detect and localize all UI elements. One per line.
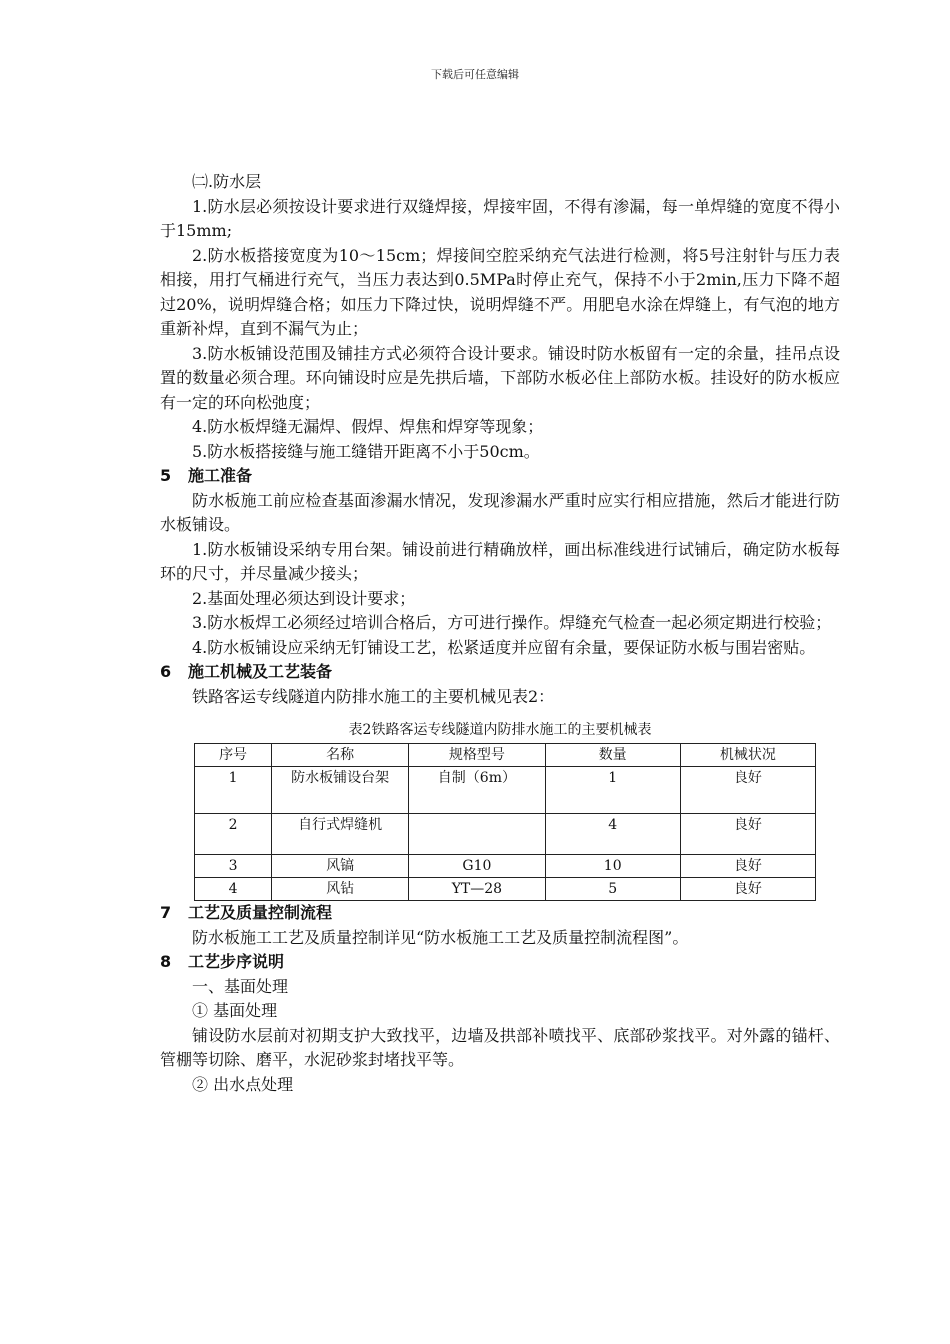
table-cell: 2 xyxy=(195,814,272,855)
section-title: 工艺及质量控制流程 xyxy=(188,903,333,922)
table-cell: 1 xyxy=(195,767,272,814)
paragraph: 防水板施工工艺及质量控制详见“防水板施工工艺及质量控制流程图”。 xyxy=(192,927,689,947)
subheading: 一、基面处理 xyxy=(192,976,289,996)
subheading: ② 出水点处理 xyxy=(192,1074,294,1094)
table-cell: YT—28 xyxy=(409,878,545,901)
section-number: 8 xyxy=(160,952,172,971)
paragraph: 2.防水板搭接宽度为10～15cm；焊接间空腔采纳充气法进行检测，将5号注射针与压力表相接，用打气桶进行充气，当压力表达到0.5MPa时停止充气，保持不小于2min,压力下降不超过20%，说明焊缝合格；如压力下降过快，说明焊缝不严。用肥皂水涂在焊缝上，有气泡的地方重新补焊，直到不漏气为止； xyxy=(160,245,840,338)
table-cell: 4 xyxy=(545,814,680,855)
section-number: 6 xyxy=(160,662,172,681)
paragraph: 铺设防水层前对初期支护大致找平，边墙及拱部补喷找平、底部砂浆找平。对外露的锚杆、管棚等切除、磨平，水泥砂浆封堵找平等。 xyxy=(160,1025,840,1069)
subsection-title-waterproof: ㈡.防水层 xyxy=(192,172,262,191)
table-header-cell: 数量 xyxy=(545,744,680,767)
table-header-cell: 规格型号 xyxy=(409,744,545,767)
section-heading-7 xyxy=(160,901,840,926)
table-header-cell: 名称 xyxy=(272,744,409,767)
document-body xyxy=(160,170,840,1097)
table-cell: 良好 xyxy=(680,767,815,814)
table-cell: 良好 xyxy=(680,855,815,878)
table-cell: 10 xyxy=(545,855,680,878)
section-heading-6 xyxy=(160,660,840,685)
table-row xyxy=(195,814,816,855)
table-cell: 良好 xyxy=(680,814,815,855)
machinery-table xyxy=(194,743,816,901)
paragraph: 3.防水板铺设范围及铺挂方式必须符合设计要求。铺设时防水板留有一定的余量，挂吊点设置的数量必须合理。环向铺设时应是先拱后墙，下部防水板必住上部防水板。挂设好的防水板应有一定的环向松弛度； xyxy=(160,343,840,412)
table-cell: 自制（6m） xyxy=(409,767,545,814)
table-cell: 4 xyxy=(195,878,272,901)
section-title: 施工准备 xyxy=(188,466,253,485)
section-title: 工艺步序说明 xyxy=(188,952,285,971)
section-title: 施工机械及工艺装备 xyxy=(188,662,333,681)
table-cell: 风钻 xyxy=(272,878,409,901)
subheading: ① 基面处理 xyxy=(192,1001,278,1020)
table-header-cell: 序号 xyxy=(195,744,272,767)
page-header: 下载后可任意编辑 xyxy=(431,68,519,81)
table-row xyxy=(195,878,816,901)
table-header-cell: 机械状况 xyxy=(680,744,815,767)
table-cell: 3 xyxy=(195,855,272,878)
paragraph: 2.基面处理必须达到设计要求； xyxy=(192,588,416,608)
table-cell: 1 xyxy=(545,767,680,814)
paragraph: 3.防水板焊工必须经过培训合格后，方可进行操作。焊缝充气检查一起必须定期进行校验； xyxy=(192,613,832,632)
table-cell: 风镐 xyxy=(272,855,409,878)
table-row xyxy=(195,855,816,878)
paragraph: 铁路客运专线隧道内防排水施工的主要机械见表2： xyxy=(192,686,555,706)
table-cell: 自行式焊缝机 xyxy=(272,814,409,855)
table-cell: 5 xyxy=(545,878,680,901)
table-cell: G10 xyxy=(409,855,545,878)
section-number: 5 xyxy=(160,466,172,485)
table-cell xyxy=(409,814,545,855)
paragraph: 1.防水板铺设采纳专用台架。铺设前进行精确放样，画出标准线进行试铺后，确定防水板每环的尺寸，并尽量减少接头； xyxy=(160,539,840,583)
paragraph: 4.防水板焊缝无漏焊、假焊、焊焦和焊穿等现象； xyxy=(192,417,544,436)
section-heading-8 xyxy=(160,950,840,975)
paragraph: 5.防水板搭接缝与施工缝错开距离不小于50cm。 xyxy=(192,441,540,461)
paragraph: 1.防水层必须按设计要求进行双缝焊接，焊接牢固，不得有渗漏，每一单焊缝的宽度不得小于15mm; xyxy=(160,196,840,240)
table-cell: 防水板铺设台架 xyxy=(272,767,409,814)
table-cell: 良好 xyxy=(680,878,815,901)
paragraph: 防水板施工前应检查基面渗漏水情况，发现渗漏水严重时应实行相应措施，然后才能进行防水板铺设。 xyxy=(160,490,840,534)
table-caption: 表2铁路客运专线隧道内防排水施工的主要机械表 xyxy=(348,722,652,738)
table-row xyxy=(195,767,816,814)
section-heading-5 xyxy=(160,464,840,489)
paragraph: 4.防水板铺设应采纳无钉铺设工艺，松紧适度并应留有余量，要保证防水板与围岩密贴。 xyxy=(192,637,816,657)
section-number: 7 xyxy=(160,903,172,922)
table-header-row xyxy=(195,744,816,767)
